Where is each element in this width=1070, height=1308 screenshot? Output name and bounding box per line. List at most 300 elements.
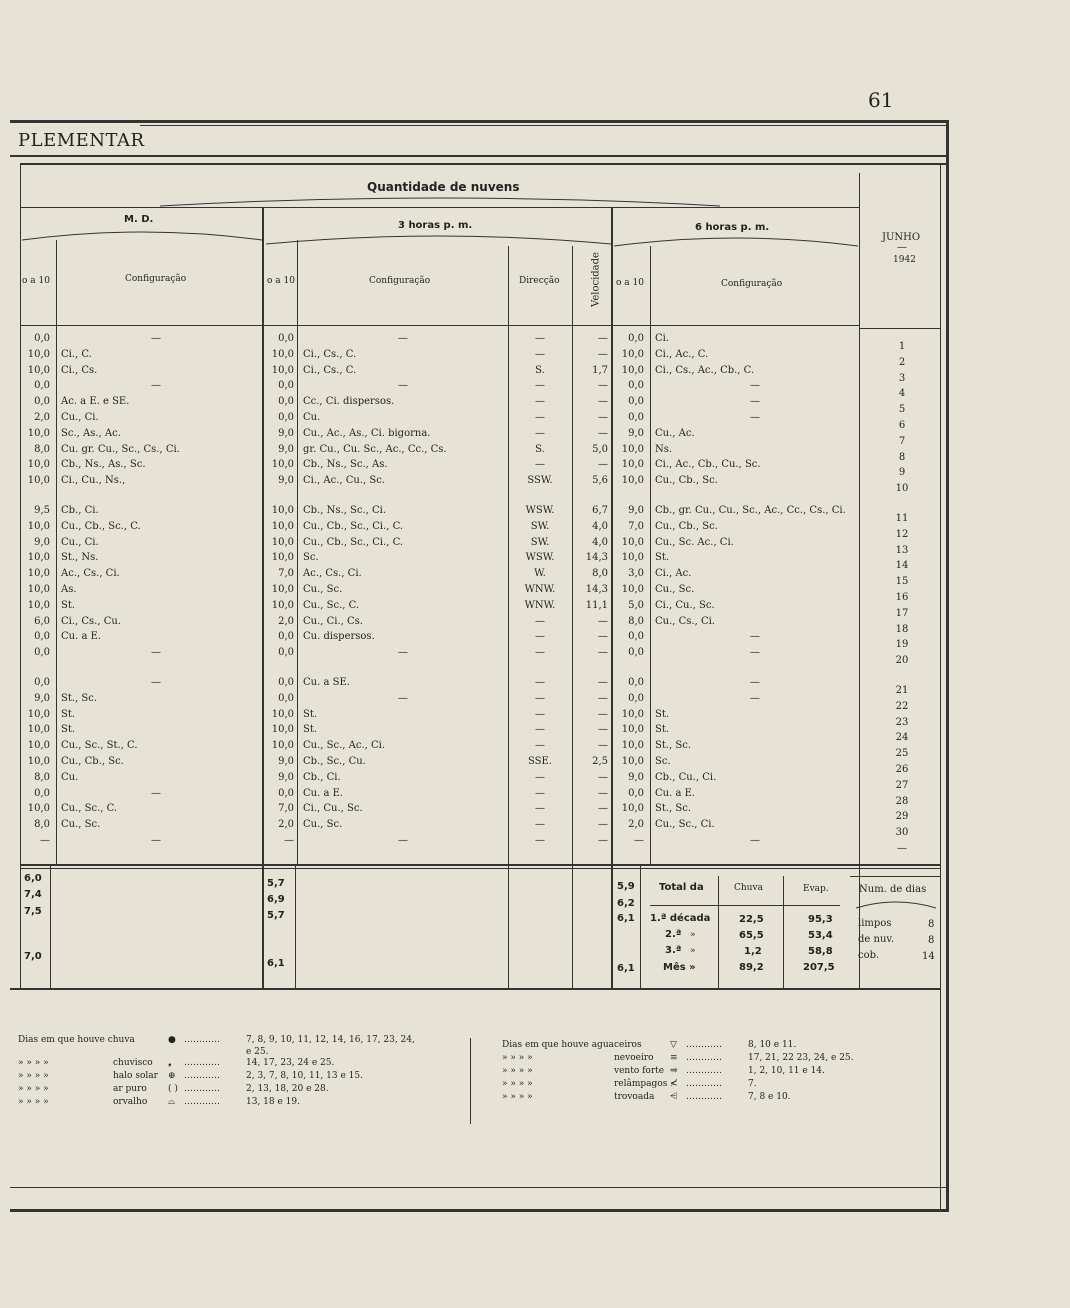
cell-h6-value: 0,0 <box>628 412 644 423</box>
cell-h6-config: Ci., Ac., C. <box>655 348 709 360</box>
cell-h6-config: Ci., Cs., Ac., Cb., C. <box>655 364 755 376</box>
cell-h3-config: Cu., Ac., As., Ci. bigorna. <box>303 427 431 439</box>
summary-dec2-label: 2.ª <box>665 929 682 940</box>
cell-h3-config: Cu., Sc., Ac., Ci. <box>303 740 386 752</box>
cell-md-value: 8,0 <box>34 819 50 831</box>
summary-chuva-label: Chuva <box>734 883 763 893</box>
cell-direccao: WNW. <box>524 599 556 611</box>
cell-h3-config: Cb., Ns., Sc., As. <box>303 459 388 471</box>
cell-direccao: SW. <box>530 520 550 532</box>
cell-day: 24 <box>895 732 909 744</box>
summary-md-1: 6,0 <box>24 873 42 884</box>
cell-md-config: Cu., Ci. <box>61 536 99 548</box>
header-junho: JUNHO <box>882 232 921 243</box>
cell-direccao: — <box>535 631 545 643</box>
summary-3h-2: 6,9 <box>267 894 285 905</box>
cell-h3-value: 10,0 <box>271 740 294 752</box>
summary-6h-3: 6,1 <box>617 913 635 924</box>
brace-3h <box>266 232 611 246</box>
cell-velocidade: — <box>598 333 608 344</box>
cell-day: 26 <box>895 764 909 775</box>
note-days: 7. <box>748 1079 757 1089</box>
cell-day: 28 <box>895 795 909 807</box>
cell-md-config: Cu., Cb., Sc., C. <box>61 520 141 532</box>
cell-day: 9 <box>898 467 906 479</box>
cell-h6-value: 9,0 <box>628 427 644 439</box>
note-symbol: ⩤ <box>670 1092 678 1102</box>
summary-mes-label: Mês » <box>663 962 696 973</box>
cell-md-value: 0,0 <box>34 333 50 344</box>
cell-velocidade: 14,3 <box>585 552 608 564</box>
nuv-label: de nuv. <box>858 934 895 945</box>
note-label: » » » » <box>502 1066 533 1076</box>
cell-velocidade: — <box>598 835 608 846</box>
cell-h6-config: Ci. <box>655 333 670 344</box>
cell-h3-value: 0,0 <box>278 692 294 704</box>
note-label: » » » » <box>502 1079 533 1089</box>
cell-h3-value: 10,0 <box>271 364 294 376</box>
header-bottom-rule-right <box>860 328 940 329</box>
cell-h6-config: Cu., Cb., Sc. <box>655 520 718 532</box>
cell-h6-config: St. <box>655 708 670 720</box>
cell-velocidade: 5,0 <box>592 443 608 455</box>
cell-velocidade: — <box>598 787 608 799</box>
note-days: 2, 3, 7, 8, 10, 11, 13 e 15. <box>246 1071 363 1081</box>
cell-h6-value: 10,0 <box>621 584 644 595</box>
header-3h-scale: o a 10 <box>267 276 295 286</box>
cell-h6-config: Cu., Ac. <box>655 427 695 439</box>
cell-h6-value: 2,0 <box>628 819 644 831</box>
cell-md-config: St. <box>61 724 76 736</box>
col-line-3h-end <box>611 207 613 990</box>
cell-h3-config: — <box>398 835 408 846</box>
cell-h6-value: 0,0 <box>628 647 644 659</box>
note-dots: ………… <box>686 1079 722 1089</box>
brace-md <box>22 228 262 242</box>
cell-direccao: — <box>535 835 545 846</box>
col-line-6h-config <box>650 246 651 864</box>
cell-md-value: 6,0 <box>34 615 50 627</box>
cell-h3-value: 7,0 <box>278 568 294 580</box>
cell-direccao: S. <box>535 364 545 376</box>
summary-col-chuva <box>718 876 719 990</box>
cell-md-config: St. <box>61 708 76 720</box>
cell-h3-config: Ci., Ac., Cu., Sc. <box>303 475 386 487</box>
cell-h6-value: 10,0 <box>621 740 644 752</box>
cell-h3-config: Cu., Ci., Cs. <box>303 615 363 627</box>
cell-h3-config: gr. Cu., Cu. Sc., Ac., Cc., Cs. <box>303 443 447 455</box>
num-dias-box-top <box>850 876 940 877</box>
note-name: orvalho <box>113 1097 148 1107</box>
cell-velocidade: 11,1 <box>585 599 608 611</box>
cell-md-value: 0,0 <box>34 631 50 643</box>
cell-h6-config: St. <box>655 552 670 564</box>
header-dash: — <box>897 242 907 253</box>
cell-md-value: 10,0 <box>27 552 50 564</box>
limpos-label: limpos <box>858 918 892 929</box>
cell-md-config: As. <box>61 584 77 595</box>
summary-3h-1: 5,7 <box>267 878 285 889</box>
cell-md-value: 0,0 <box>34 396 50 408</box>
cell-h3-config: St. <box>303 708 318 720</box>
cell-direccao: — <box>535 333 545 344</box>
cell-day: 17 <box>895 607 909 619</box>
note-label: Dias em que houve aguaceiros <box>502 1040 642 1050</box>
cell-day: 6 <box>898 420 906 431</box>
cell-h6-value: 10,0 <box>621 756 644 767</box>
cell-day: 22 <box>895 700 909 712</box>
note-name: nevoeiro <box>614 1053 654 1063</box>
cell-h3-config: Ci., Cs., C. <box>303 348 357 360</box>
note-name: chuvisco <box>113 1058 153 1068</box>
note-days: 17, 21, 22 23, 24, e 25. <box>748 1053 854 1063</box>
cell-h6-config: Ci., Ac. <box>655 568 692 580</box>
cell-md-value: 10,0 <box>27 475 50 487</box>
cell-direccao: SSW. <box>527 475 553 487</box>
cell-h3-value: 10,0 <box>271 505 294 516</box>
note-symbol: ⊕ <box>168 1071 176 1081</box>
cell-direccao: — <box>535 708 545 720</box>
col-line-3h-config <box>297 240 298 864</box>
cell-h6-config: Cb., gr. Cu., Cu., Sc., Ac., Cc., Cs., Ci. <box>655 505 846 516</box>
cell-h3-value: 0,0 <box>278 396 294 408</box>
cell-md-config: Ci., C. <box>61 348 92 360</box>
cell-h3-config: Cb., Ns., Sc., Ci. <box>303 505 387 516</box>
cell-h6-config: Cu., Sc. <box>655 584 695 595</box>
cell-h6-config: — <box>750 647 760 659</box>
cell-h3-config: Cb., Ci. <box>303 771 341 783</box>
cell-h6-value: 10,0 <box>621 443 644 455</box>
cell-velocidade: — <box>598 380 608 392</box>
note-dots: ………… <box>184 1071 220 1081</box>
summary-top-rule2 <box>20 868 940 869</box>
cell-day: 7 <box>898 435 906 447</box>
cell-h6-value: 0,0 <box>628 631 644 643</box>
cell-h6-value: 0,0 <box>628 396 644 408</box>
summary-md-mes: 7,0 <box>24 951 42 962</box>
cell-md-config: Ci., Cs. <box>61 364 98 376</box>
cell-h6-config: St., Sc. <box>655 803 692 815</box>
cell-h6-value: 0,0 <box>628 787 644 799</box>
note-label: » » » » <box>18 1058 49 1068</box>
cell-h3-config: Cu. a SE. <box>303 677 350 688</box>
col-line-direccao <box>508 246 509 990</box>
note-days-cont: e 25. <box>246 1047 269 1057</box>
top-rule <box>10 120 948 123</box>
cell-md-value: 10,0 <box>27 348 50 360</box>
note-dots: ………… <box>184 1035 220 1045</box>
cell-velocidade: — <box>598 724 608 736</box>
cell-velocidade: 4,0 <box>592 536 608 548</box>
cell-direccao: — <box>535 692 545 704</box>
cell-md-value: 10,0 <box>27 364 50 376</box>
summary-top-rule <box>20 864 940 866</box>
cell-md-config: Ac., Cs., Ci. <box>61 568 120 580</box>
summary-col-evap <box>783 876 784 990</box>
note-label: » » » » <box>502 1092 533 1102</box>
cell-h6-config: — <box>750 677 760 688</box>
cell-direccao: — <box>535 615 545 627</box>
cell-h3-value: — <box>284 835 294 846</box>
cell-h3-config: Cu., Sc. <box>303 819 343 831</box>
summary-chuva-1: 22,5 <box>739 914 764 925</box>
cell-md-config: Ci., Cs., Cu. <box>61 615 121 627</box>
cell-md-value: 10,0 <box>27 584 50 595</box>
bottom-rule <box>10 1187 946 1188</box>
cell-day: 10 <box>895 483 909 495</box>
cell-md-config: — <box>151 333 161 344</box>
summary-header-rule <box>650 905 840 906</box>
cell-day: 25 <box>895 748 909 760</box>
cell-direccao: SSE. <box>527 756 552 767</box>
cell-md-value: 0,0 <box>34 787 50 799</box>
cell-h3-value: 7,0 <box>278 803 294 815</box>
cell-md-config: — <box>151 677 161 688</box>
cell-direccao: W. <box>534 568 546 580</box>
cell-md-value: 9,0 <box>34 536 50 548</box>
note-symbol: ▽ <box>670 1040 677 1050</box>
cell-h3-value: 0,0 <box>278 677 294 688</box>
cell-h6-config: Ci., Cu., Sc. <box>655 599 715 611</box>
note-symbol: ⌓ <box>168 1097 176 1107</box>
cell-direccao: — <box>535 787 545 799</box>
note-symbol: ( ) <box>168 1084 178 1094</box>
note-label: » » » » <box>18 1097 49 1107</box>
cell-h3-value: 0,0 <box>278 647 294 659</box>
note-dots: ………… <box>184 1058 220 1068</box>
summary-bottom-rule <box>10 988 940 990</box>
cell-day: 18 <box>895 623 909 635</box>
cell-direccao: — <box>535 427 545 439</box>
cell-md-config: Cu. a E. <box>61 631 102 643</box>
cell-day: 27 <box>895 779 909 791</box>
note-symbol: ≮ <box>670 1079 678 1089</box>
note-symbol: ≡ <box>670 1053 678 1063</box>
cell-direccao: — <box>535 771 545 783</box>
cell-h6-value: 10,0 <box>621 803 644 815</box>
note-label: » » » » <box>18 1084 49 1094</box>
cell-h3-value: 10,0 <box>271 552 294 564</box>
cell-md-config: — <box>151 380 161 392</box>
cell-md-value: 10,0 <box>27 459 50 471</box>
cell-h6-config: — <box>750 396 760 408</box>
cell-md-value: 10,0 <box>27 708 50 720</box>
cell-md-value: 9,5 <box>34 505 50 516</box>
cell-h6-value: 5,0 <box>628 599 644 611</box>
cell-velocidade: 5,6 <box>592 475 608 487</box>
note-dots: ………… <box>686 1092 722 1102</box>
summary-dec2-ditto: » <box>690 930 696 940</box>
summary-chuva-mes: 89,2 <box>739 962 764 973</box>
cell-velocidade: — <box>598 348 608 360</box>
cell-h6-value: 10,0 <box>621 459 644 471</box>
summary-3h-mes: 6,1 <box>267 958 285 969</box>
cell-h6-value: 0,0 <box>628 677 644 688</box>
cell-h6-config: — <box>750 835 760 846</box>
cell-h6-value: 0,0 <box>628 380 644 392</box>
right-frame <box>946 120 949 1212</box>
cell-h3-config: Sc. <box>303 552 319 564</box>
cell-h3-value: 10,0 <box>271 599 294 611</box>
cell-md-config: Cu. gr. Cu., Sc., Cs., Ci. <box>61 443 180 455</box>
col-line-velocidade <box>572 246 573 990</box>
note-name: trovoada <box>614 1092 655 1102</box>
summary-chuva-3: 1,2 <box>744 946 762 957</box>
cob-label: cob. <box>858 950 880 961</box>
note-days: 7, 8, 9, 10, 11, 12, 14, 16, 17, 23, 24, <box>246 1035 415 1045</box>
cell-day: 23 <box>895 716 909 728</box>
cell-day: 19 <box>895 639 909 651</box>
cell-h6-config: — <box>750 380 760 392</box>
cell-h3-config: Cu. a E. <box>303 787 344 799</box>
cell-md-config: Cb., Ns., As., Sc. <box>61 459 146 471</box>
cell-velocidade: — <box>598 819 608 831</box>
cell-day: 29 <box>895 811 909 823</box>
cell-h6-value: 10,0 <box>621 552 644 564</box>
cell-h6-value: — <box>634 835 644 846</box>
summary-evap-label: Evap. <box>803 884 829 894</box>
cell-h3-value: 10,0 <box>271 520 294 532</box>
cell-h3-config: St. <box>303 724 318 736</box>
note-days: 7, 8 e 10. <box>748 1092 791 1102</box>
cell-direccao: — <box>535 348 545 360</box>
header-6h-scale: o a 10 <box>616 278 644 288</box>
cell-h3-value: 0,0 <box>278 333 294 344</box>
cell-md-value: 0,0 <box>34 380 50 392</box>
cell-md-value: 10,0 <box>27 724 50 736</box>
cell-direccao: WNW. <box>524 584 556 595</box>
nuv-value: 8 <box>928 935 935 946</box>
summary-3h-3: 5,7 <box>267 910 285 921</box>
cell-direccao: — <box>535 459 545 471</box>
cell-h3-value: 9,0 <box>278 475 294 487</box>
cell-md-value: 10,0 <box>27 520 50 532</box>
header-md: M. D. <box>124 214 154 225</box>
cell-md-config: St., Sc. <box>61 692 98 704</box>
cell-h3-value: 10,0 <box>271 708 294 720</box>
cell-h6-value: 10,0 <box>621 536 644 548</box>
summary-md-3: 7,5 <box>24 906 42 917</box>
summary-dec1-label: 1.ª década <box>650 913 711 924</box>
cell-h6-value: 7,0 <box>628 520 644 532</box>
summary-6h-1: 5,9 <box>617 881 635 892</box>
cell-velocidade: 4,0 <box>592 520 608 532</box>
note-dots: ………… <box>184 1097 220 1107</box>
cell-direccao: — <box>535 740 545 752</box>
cob-value: 14 <box>922 951 935 962</box>
cell-h3-value: 2,0 <box>278 819 294 831</box>
note-days: 2, 13, 18, 20 e 28. <box>246 1084 329 1094</box>
header-velocidade: Velocidade <box>590 252 602 307</box>
cell-h3-value: 0,0 <box>278 787 294 799</box>
summary-col-3h <box>295 866 296 990</box>
top-rule-thin <box>140 125 948 126</box>
summary-col-6h <box>640 866 641 990</box>
cell-direccao: WSW. <box>525 552 555 564</box>
note-label: » » » » <box>18 1071 49 1081</box>
cell-h6-config: — <box>750 692 760 704</box>
cell-h3-config: — <box>398 692 408 704</box>
note-name: relâmpagos <box>614 1079 668 1089</box>
note-dots: ………… <box>184 1084 220 1094</box>
cell-h3-config: Ci., Cu., Sc. <box>303 803 363 815</box>
cell-h3-value: 10,0 <box>271 724 294 736</box>
cell-velocidade: — <box>598 708 608 720</box>
cell-md-config: Cu., Cb., Sc. <box>61 756 124 767</box>
header-sub-rule <box>20 207 860 208</box>
cell-md-config: — <box>151 787 161 799</box>
cell-h3-config: — <box>398 647 408 659</box>
cell-day: 15 <box>895 576 909 588</box>
cell-day: 21 <box>895 685 909 696</box>
note-days: 8, 10 e 11. <box>748 1040 797 1050</box>
table-top-rule <box>20 163 948 165</box>
cell-md-value: 10,0 <box>27 568 50 580</box>
cell-md-value: 10,0 <box>27 599 50 611</box>
cell-velocidade: 6,7 <box>592 505 608 516</box>
cell-md-config: — <box>151 835 161 846</box>
cell-h3-value: 2,0 <box>278 615 294 627</box>
cell-h3-config: Cc., Ci. dispersos. <box>303 396 395 408</box>
cell-h3-value: 10,0 <box>271 459 294 471</box>
cell-direccao: — <box>535 677 545 688</box>
cell-velocidade: — <box>598 396 608 408</box>
header-quantidade-nuvens: Quantidade de nuvens <box>367 180 520 194</box>
cell-velocidade: — <box>598 412 608 423</box>
cell-h6-value: 9,0 <box>628 505 644 516</box>
cell-day: 3 <box>898 372 906 384</box>
cell-day: 5 <box>898 404 906 416</box>
cell-h6-value: 10,0 <box>621 364 644 376</box>
cell-direccao: SW. <box>530 536 550 548</box>
summary-dec3-ditto: » <box>690 946 696 956</box>
header-6h: 6 horas p. m. <box>695 222 770 233</box>
cell-direccao: WSW. <box>525 505 555 516</box>
limpos-value: 8 <box>928 919 935 930</box>
summary-evap-1: 95,3 <box>808 914 833 925</box>
cell-h6-value: 9,0 <box>628 771 644 783</box>
cell-md-value: 10,0 <box>27 803 50 815</box>
cell-h6-config: Cu., Cb., Sc. <box>655 475 718 487</box>
cell-day: 14 <box>895 560 909 572</box>
cell-h6-config: Cu. a E. <box>655 787 696 799</box>
cell-h3-value: 10,0 <box>271 348 294 360</box>
note-label: Dias em que houve chuva <box>18 1035 135 1045</box>
cell-velocidade: — <box>598 771 608 783</box>
cell-direccao: — <box>535 819 545 831</box>
cell-h6-config: — <box>750 631 760 643</box>
cell-md-value: 0,0 <box>34 677 50 688</box>
note-dots: ………… <box>686 1066 722 1076</box>
cell-velocidade: — <box>598 631 608 643</box>
cell-h3-value: 0,0 <box>278 412 294 423</box>
cell-h6-value: 0,0 <box>628 333 644 344</box>
cell-direccao: — <box>535 724 545 736</box>
header-3h: 3 horas p. m. <box>398 220 473 231</box>
cell-md-value: 0,0 <box>34 647 50 659</box>
cell-h3-value: 9,0 <box>278 771 294 783</box>
summary-evap-3: 58,8 <box>808 946 833 957</box>
page-number: 61 <box>868 88 894 112</box>
header-md-config: Configuração <box>125 274 187 284</box>
cell-velocidade: — <box>598 677 608 688</box>
note-name: vento forte <box>614 1066 665 1076</box>
note-days: 13, 18 e 19. <box>246 1097 300 1107</box>
cell-h6-config: St., Sc. <box>655 740 692 752</box>
note-days: 14, 17, 23, 24 e 25. <box>246 1058 335 1068</box>
num-dias-brace <box>856 900 936 910</box>
cell-md-value: — <box>40 835 50 846</box>
